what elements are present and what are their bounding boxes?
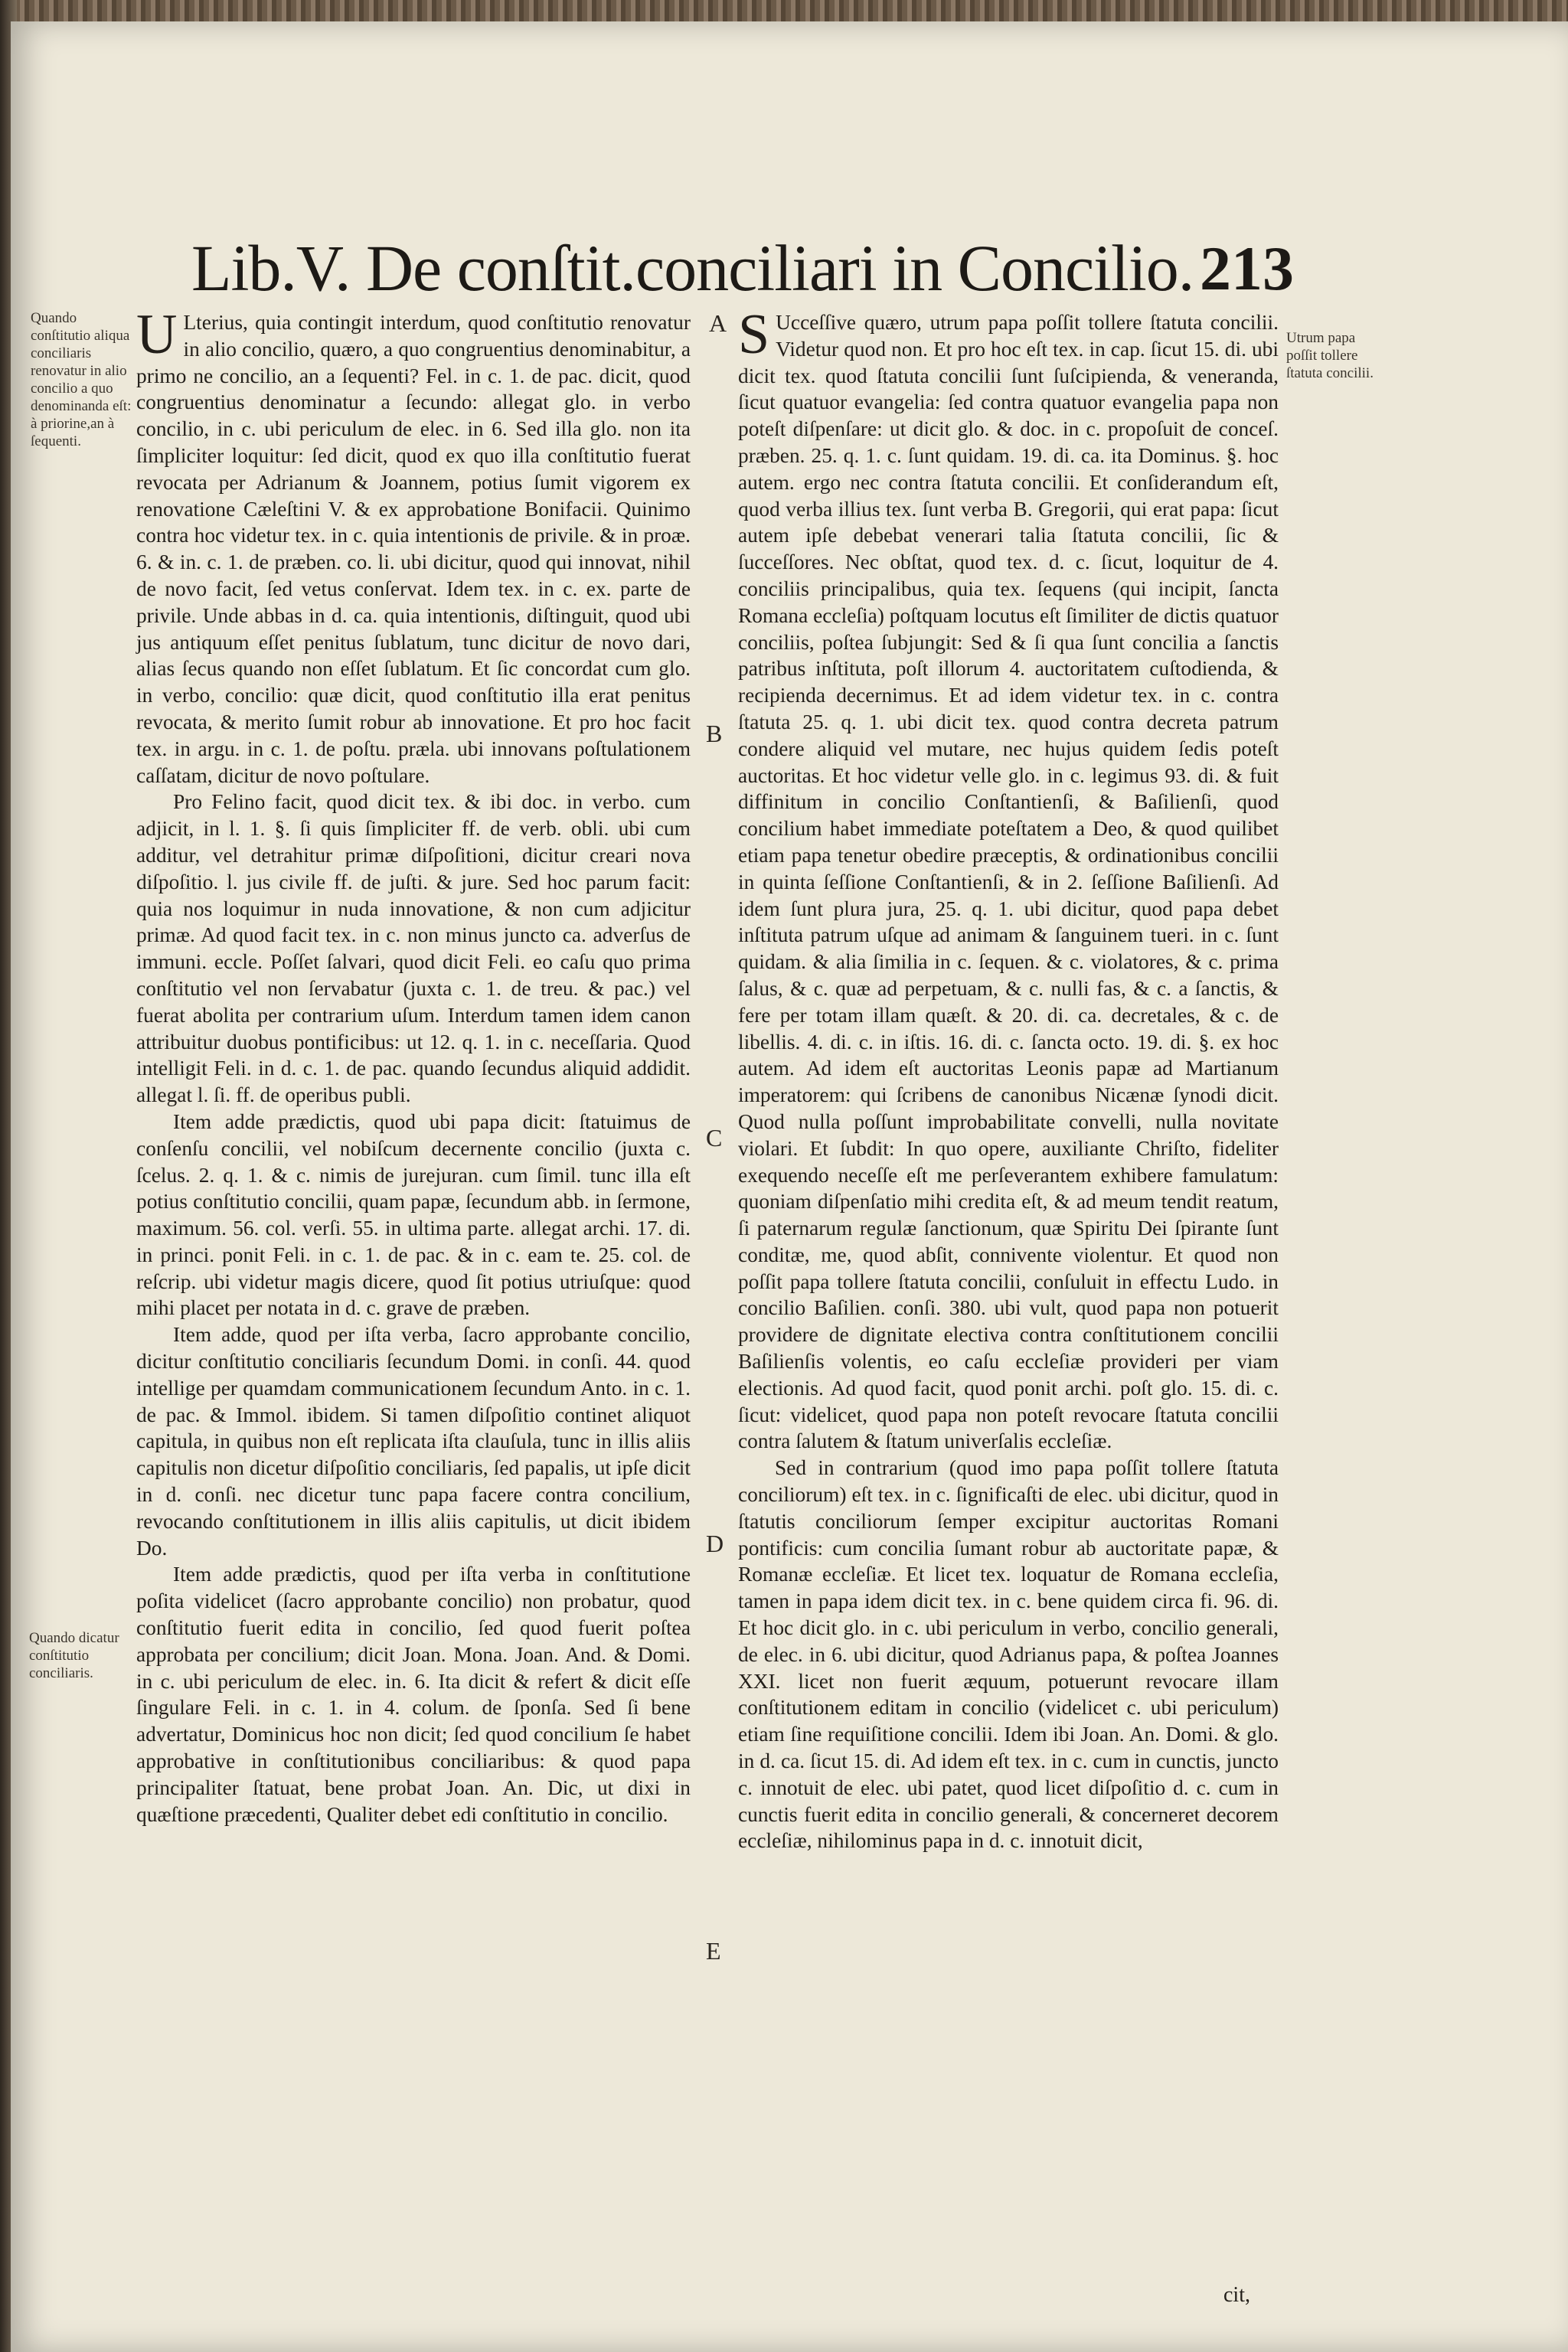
paragraph: Item adde prædictis, quod ubi papa dicit: ſtatuimus de conſenſu concilii, vel nobiſcum decernente concilio (juxta c. ſcelus. 2. q. 1. & c. nimis de jurejuran. cum ſimil. tunc illa eſt potius conſtitutio concilii, quam papæ, ſecundum abb. in ſermone, maximum. 56. col. verſi. 55. in ultima parte. allegat archi. 17. di. in princi. ponit Feli. in c. 1. de pac. & in c. eam te. 25. col. de reſcrip. ubi videtur magis dicere, quod ſit potius utriuſque: quod mihi placet per notata in d. c. grave de præben. [136,1109,691,1320]
drop-cap: S [738,303,770,366]
paragraph: Item adde prædictis, quod per iſta verba in conſtitutione poſita videlicet (ſacro approbante concilio) non probatur, quod conſtitutio fuerit edita in concilio, ſed quod fuerit poſtea approbata per concilium; dicit Joan. Mona. Joan. And. & Domi. in c. ubi periculum de elec. in. 6. Ita dicit & refert & dicit eſſe ſingulare Feli. in c. 1. in 4. colum. de ſponſa. Sed ſi bene advertatur, Dominicus hoc non dicit; ſed quod concilium ſe habet approbative in conſtitutionibus conciliaribus: & quod papa principaliter ſtatuat, bene probat Joan. An. Dic, ut dixi in quæſtione præcedenti, Qualiter debet edi conſtitutio in concilio. [136,1563,691,1826]
section-letter-c: C [706,1124,723,1152]
section-letter-e: E [706,1937,721,1965]
running-header [191,230,1294,314]
paragraph-text: Lterius, quia contingit interdum, quod conſtitutio renovatur in alio concilio, quæro, a quo congruentius denominabitur, a primo ne concilio, an a ſequenti? Fel. in c. 1. de pac. dicit, quod congruentius denominatur a ſecundo: allegat glo. in verbo concilio, in c. ubi periculum de elec. in 6. Sed illa glo. non ita ſimpliciter loquitur: ſed dicit, quod ex quo illa conſtitutio fuerat revocata per Adrianum & Joannem, potius ſumit vigorem ex renovatione Cæleſtini V. & ex approbatione Bonifacii. Quinimo contra hoc videtur tex. in c. quia intentionis de privile. & in proæ. 6. & in. c. 1. de præben. co. li. ubi dicitur, quod qui innovat, nihil de novo facit, ſed vetus conſervat. Idem tex. in c. ex. parte de privile. Unde abbas in d. ca. quia intentionis, diſtinguit, quod ubi jus antiquum eſſet penitus ſublatum, tunc dicitur de novo dari, alias ſecus quando non eſſet ſublatum. Et ſic concordat cum glo. in verbo, concilio: quæ dicit, quod conſtitutio illa erat penitus revocata, & merito ſumit robur ab innovatione. Et pro hoc facit tex. in argu. in c. 1. de poſtu. præla. ubi innovans poſtulationem caſſatam, dicitur de novo poſtulare. [136,311,691,787]
paragraph [136,303,691,789]
paragraph [738,303,1279,1455]
paragraph-text: Ucceſſive quæro, utrum papa poſſit tollere ſtatuta concilii. Videtur quod non. Et pro hoc eſt tex. in cap. ſicut 15. di. ubi dicit tex. quod ſtatuta concilii ſunt ſuſcipienda, & veneranda, ſicut quatuor evangelia: ſed contra quatuor evangelia papa non poteſt diſpenſare: ut dicit glo. & doc. in c. propoſuit de conceſ. præben. 25. q. 1. c. ſunt quidam. 19. di. ca. ita Dominus. §. hoc autem. ergo nec contra ſtatuta concilii. Et conſiderandum eſt, quod verba illius tex. ſunt verba B. Gregorii, qui erat papa: ſicut autem ipſe debebat venerari talia ſtatuta concilii, ſic & ſucceſſores. Nec obſtat, quod tex. d. c. ſicut, loquitur de 4. conciliis principalibus, quia tex. ſequens (qui incipit, ſancta Romana eccleſia) poſtquam locutus eſt ſimiliter de dictis quatuor conciliis, poſtea ſubjungit: Sed & ſi qua ſunt concilia a ſanctis patribus inſtituta, poſt illorum 4. auctoritatem cuſtodienda, & recipienda decernimus. Et ad idem videtur tex. in c. contra ſtatuta 25. q. 1. ubi dicit tex. quod contra decreta patrum condere aliquid vel mutare, nec hujus quidem ſedis poteſt auctoritas. Et hoc videtur velle glo. in c. legimus 93. di. & fuit diffinitum in concilio Conſtantienſi, & Baſilienſi, quod concilium habet immediate poteſtatem a Deo, & quod quilibet etiam papa tenetur obedire præceptis, & ordinationibus concilii in quinta ſeſſione Conſtantienſi, & in 2. ſeſſione Baſilienſi. Ad idem ſunt plura jura, 25. q. 1. ubi dicitur, quod papa debet inſtituta patrum uſque ad animam & ſanguinem tueri. in c. ſunt quidam. & alia ſimilia in c. ſequen. & c. violatores, & c. prima ſalus, & c. quæ ad perpetuam, & c. nulli fas, & c. a ſanctis, & fere per totam illam quæſt. & 20. di. ca. decretales, & c. de libellis. 4. di. c. in iſtis. 16. di. c. ſancta octo. 19. di. §. ex hoc autem. Ad idem eſt auctoritas Leonis papæ ad Martianum imperatorem: qui ſcribens de canonibus Nicænæ ſynodi dicit. Quod nulla poſſunt improbabilitate convelli, nulla novitate violari. Et ſubdit: In quo opere, auxiliante Chriſto, fideliter exequendo neceſſe eſt me perſeverantem exhibere famulatum: quoniam diſpenſatio mihi credita eſt, & ad meum tendit reatum, ſi paternarum regulæ ſanctionum, quæ Spiritu Dei ſpirante ſunt conditæ, me, quod abſit, connivente violentur. Et quod non poſſit papa tollere ſtatuta concilii, conſuluit in effectu Ludo. in concilio Baſilien. conſi. 380. ubi vult, quod papa non potuerit providere de dignitate electiva contra conſtitutionem concilii Baſilienſis volentis, eo caſu eccleſiæ provideri per viam electionis. Ad quod facit, quod ponit archi. poſt glo. 15. di. c. ſicut: videlicet, quod papa non poteſt revocare ſtatuta concilii contra ſalutem & ſtatum univerſalis eccleſiæ. [738,311,1279,1453]
section-letter-a: A [709,309,727,337]
paragraph: Sed in contrarium (quod imo papa poſſit tollere ſtatuta conciliorum) eſt tex. in c. ſignificaſti de elec. ubi dicitur, quod in ſtatutis conciliorum ſemper excipitur auctoritas Romani pontificis: cum concilia ſumant robur ab auctoritate papæ, & Romanæ eccleſiæ. Et licet tex. loquatur de Romana eccleſia, tamen in papa idem dicit tex. in c. bene quidem circa fi. 96. di. Et hoc dicit glo. in c. ubi periculum in verbo, concilio generali, de elec. in 6. ubi dicitur, quod Adrianus papa, & poſtea Joannes XXI. licet non fuerit æquum, potuerunt revocare illam conſtitutionem editam in concilio (videlicet c. ubi periculum) etiam ſine requiſitione concilii. Idem ibi Joan. An. Domi. & glo. in d. ca. ſicut 15. di. Ad idem eſt tex. in c. cum in cunctis, juncto c. innotuit de elec. ubi patet, quod licet diſpoſitio d. c. cum in cunctis fuerit edita in concilio generali, & concerneret decorem eccleſiæ, nihilominus papa in d. c. innotuit dicit, [738,1456,1279,1853]
section-letter-b: B [706,720,723,747]
paragraph: Item adde, quod per iſta verba, ſacro approbante concilio, dicitur conſtitutio conciliaris ſecundum Domi. in conſi. 44. quod intellige per quamdam communicationem ſecundum Anto. in c. 1. de pac. & Immol. ibidem. Si tamen diſpoſitio continet aliquot capitula, in quibus non eſt replicata iſta clauſula, tunc in illis aliis capitulis non dicetur diſpoſitio conciliaris, ſed papalis, ut ipſe dicit in d. conſi. nec dicetur tunc papa facere contra concilium, revocando conſtitutionem in illis aliis capitulis, ut dicit ibidem Do. [136,1323,691,1560]
right-column [738,303,1279,1854]
margin-note-right-1: Utrum papa poſſit tollere ſtatuta concilii. [1286,330,1374,381]
page-title: Lib.V. De conſtit.conciliari in Concilio. [191,231,1194,305]
catchword: cit, [1223,2283,1250,2307]
folio-number: 213 [1200,234,1294,303]
paragraph: Pro Felino facit, quod dicit tex. & ibi doc. in verbo. cum adjicit, in l. 1. §. ſi quis ſimpliciter ff. de verb. obli. ubi cum additur, vel detrahitur primæ diſpoſitioni, dicitur creari nova diſpoſitio. l. jus civile ff. de juſti. & jure. Sed hoc parum facit: quia nos loquimur in nuda innovatione, & non cum adjicitur primæ. Ad quod facit tex. in c. non minus juncto ca. adverſus de immuni. eccle. Poſſet ſalvari, quod dicit Feli. eo caſu quo prima conſtitutio vel non ſervabatur (juxta c. 1. de treu. & pac.) vel fuerat abolita per contrarium uſum. Interdum tamen idem canon attribuitur duobus pontificibus: ut 12. q. 1. in c. neceſſaria. Quod intelligit Feli. in d. c. 1. de pac. quando ſecundus aliquid addidit. allegat l. ſi. ff. de operibus publi. [136,790,691,1107]
drop-cap: U [136,303,178,366]
section-letter-d: D [706,1530,724,1557]
left-column [136,303,691,1828]
margin-note-left-1: Quando conſtitutio aliqua conciliaris renovatur in alio concilio a quo denominanda eſt: à priorine,an à ſequenti. [31,310,132,449]
margin-note-left-2: Quando dicatur conſtitutio conciliaris. [29,1630,119,1681]
